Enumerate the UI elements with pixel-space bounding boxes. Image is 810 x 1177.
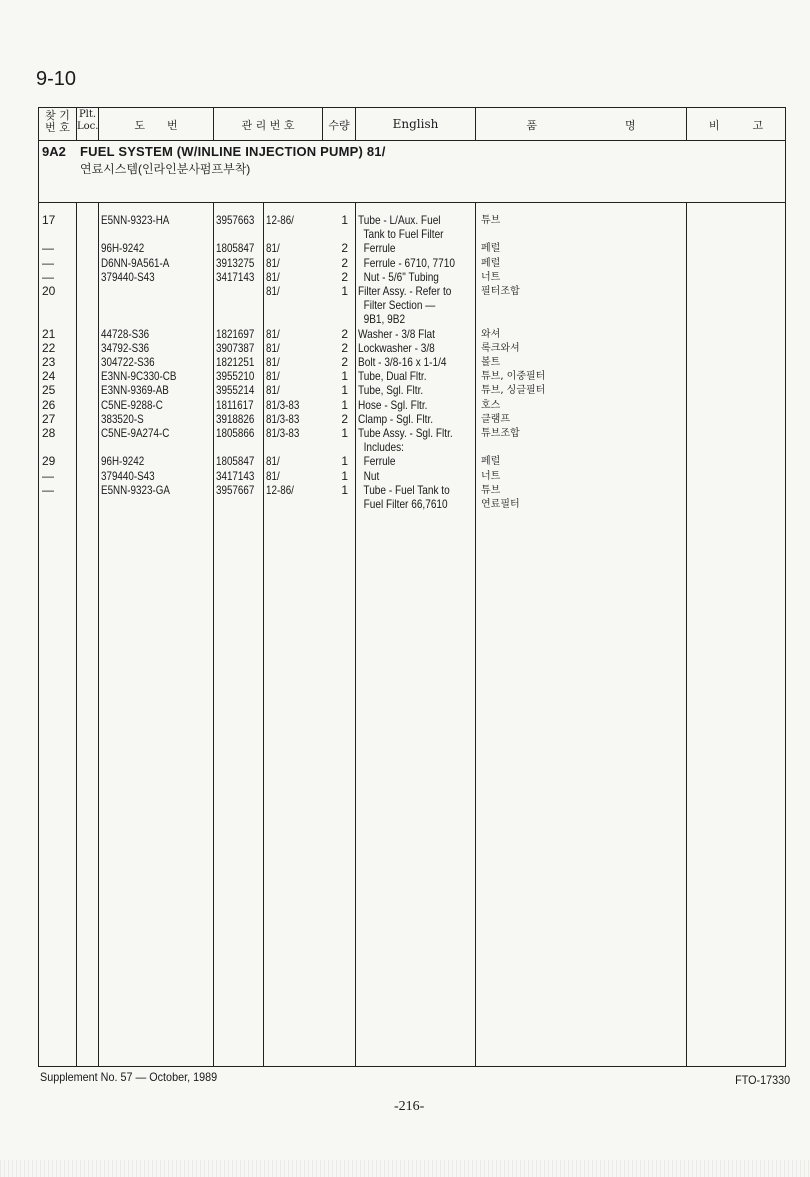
parts-table-frame [38,107,786,1067]
row-management-number: 3417143 [216,468,255,483]
row-date-range: 81/ [266,326,280,341]
row-english-description: Ferrule [358,454,396,469]
row-part-number: D6NN-9A561-A [101,255,170,270]
section-title: FUEL SYSTEM (W/INLINE INJECTION PUMP) 81/ [80,144,386,159]
row-english-description: Tube - L/Aux. Fuel [358,213,441,227]
col-divider [263,202,264,1067]
row-date-range: 81/ [266,269,280,284]
row-management-number: 3957667 [216,482,255,497]
row-management-number: 3417143 [216,269,255,284]
row-date-range: 12-86/ [266,482,294,497]
row-quantity: 2 [341,411,348,426]
row-date-range: 81/ [266,369,280,384]
row-korean-name: 클램프 [481,413,510,425]
row-english-description: Filter Assy. - Refer to [358,284,452,298]
row-ref-no: 21 [42,326,56,341]
row-english-description: Nut - 5/6" Tubing [358,269,439,284]
row-quantity: 1 [341,213,348,227]
row-date-range: 81/3-83 [266,411,300,426]
row-management-number: 3918826 [216,411,255,426]
row-quantity: 1 [341,426,348,440]
row-date-range: 12-86/ [266,213,294,227]
row-quantity: 1 [341,454,348,469]
row-english-description: Fuel Filter 66,7610 [358,497,448,511]
row-date-range: 81/3-83 [266,397,300,412]
row-date-range: 81/ [266,355,280,369]
row-english-description: Tank to Fuel Filter [358,227,444,242]
row-quantity: 2 [341,326,348,341]
row-part-number: E5NN-9323-GA [101,482,170,497]
row-english-description: 9B1, 9B2 [358,312,406,327]
row-management-number: 3955214 [216,383,255,398]
row-english-description: Hose - Sgl. Fltr. [358,397,428,412]
row-part-number: 304722-S36 [101,355,155,369]
header-ref-no: 찾 기 번 호 [45,109,70,134]
row-part-number: 383520-S [101,411,144,426]
scan-artifact [0,1160,810,1177]
row-quantity: 2 [341,241,348,256]
row-date-range: 81/ [266,454,280,469]
section-code: 9A2 [42,144,66,159]
col-divider [213,202,214,1067]
row-management-number: 1821697 [216,326,255,341]
row-part-number: 379440-S43 [101,468,155,483]
row-ref-no: — [42,468,54,483]
col-divider [98,202,99,1067]
row-date-range: 81/3-83 [266,426,300,440]
row-management-number: 1805847 [216,241,255,256]
row-management-number: 1821251 [216,355,255,369]
row-ref-no: — [42,255,54,270]
row-part-number: 96H-9242 [101,454,145,469]
row-ref-no: 22 [42,340,56,355]
col-divider [76,202,77,1067]
row-quantity: 1 [341,383,348,398]
row-quantity: 1 [341,284,348,298]
row-management-number: 1811617 [216,397,254,412]
row-quantity: 2 [341,269,348,284]
row-ref-no: — [42,269,54,284]
header-divider [38,140,786,141]
document-code: FTO-17330 [734,1073,790,1087]
row-management-number: 3957663 [216,213,255,227]
row-ref-no: 24 [42,369,56,384]
row-korean-name: 볼트 [481,357,501,368]
row-date-range: 81/ [266,255,280,270]
row-ref-no: 25 [42,383,56,398]
row-ref-no: 28 [42,426,56,440]
header-management-number: 관 리 번 호 [241,119,295,132]
header-quantity: 수량 [328,119,350,132]
row-quantity: 1 [341,482,348,497]
row-english-description: Tube - Fuel Tank to [358,482,450,497]
row-english-description: Includes: [358,440,404,455]
row-quantity: 2 [341,340,348,355]
header-part-number: 도 번 [134,119,178,132]
row-part-number: E3NN-9C330-CB [101,369,177,384]
row-korean-name: 록크와셔 [481,342,520,354]
row-part-number: 379440-S43 [101,269,155,284]
row-quantity: 1 [341,468,348,483]
row-management-number: 1805866 [216,426,255,440]
row-date-range: 81/ [266,383,280,398]
row-part-number: E5NN-9323-HA [101,213,170,227]
row-ref-no: 20 [42,284,56,298]
row-quantity: 1 [341,369,348,384]
row-korean-name: 튜브 [481,215,501,226]
row-korean-name: 페럴 [481,257,501,269]
row-management-number: 1805847 [216,454,255,469]
row-ref-no: — [42,241,54,256]
row-korean-name: 튜브 연료필터 [481,484,520,510]
supplement-note: Supplement No. 57 — October, 1989 [40,1070,218,1084]
row-english-description: Tube, Dual Fltr. [358,369,427,384]
section-divider [38,202,786,203]
row-ref-no: 26 [42,397,56,412]
col-divider [355,202,356,1067]
row-date-range: 81/ [266,284,280,298]
row-date-range: 81/ [266,340,280,355]
row-part-number: C5NE-9A274-C [101,426,170,440]
row-quantity: 2 [341,355,348,369]
row-ref-no: 29 [42,454,56,469]
row-ref-no: — [42,482,54,497]
header-plate-loc: Plt. Loc. [77,109,99,132]
row-korean-name: 호스 [481,399,501,411]
header-english: English [392,117,439,131]
row-management-number: 3913275 [216,255,255,270]
row-management-number: 3907387 [216,340,255,355]
row-english-description: Ferrule [358,241,396,256]
row-korean-name: 튜브, 이중필터 [481,371,546,383]
page-number-bottom: -216- [394,1099,425,1114]
row-korean-name: 와셔 [481,328,501,340]
row-english-description: Washer - 3/8 Flat [358,326,435,341]
row-korean-name: 튜브, 싱글필터 [481,385,546,397]
row-english-description: Lockwasher - 3/8 [358,340,435,355]
row-ref-no: 17 [42,213,56,227]
header-korean-name: 품 명 [526,119,636,132]
row-korean-name: 페럴 [481,243,501,255]
row-korean-name: 너트 [481,470,501,482]
row-date-range: 81/ [266,468,280,483]
section-subtitle: 연료시스템(인라인분사펌프부착) [80,162,251,176]
row-date-range: 81/ [266,241,280,256]
row-english-description: Tube Assy. - Sgl. Fltr. [358,426,453,440]
row-quantity: 1 [341,397,348,412]
col-divider [475,202,476,1067]
row-english-description: Bolt - 3/8-16 x 1-1/4 [358,355,447,369]
row-english-description: Clamp - Sgl. Fltr. [358,411,434,426]
row-quantity: 2 [341,255,348,270]
row-part-number: 44728-S36 [101,326,150,341]
row-english-description: Filter Section — [358,298,436,313]
row-ref-no: 23 [42,355,56,369]
row-korean-name: 필터조합 [481,286,520,297]
row-part-number: 34792-S36 [101,340,150,355]
page-number-top: 9-10 [36,68,77,90]
row-korean-name: 페럴 [481,456,501,468]
row-ref-no: 27 [42,411,56,426]
row-part-number: C5NE-9288-C [101,397,163,412]
header-remarks: 비 고 [708,119,764,132]
col-divider [686,202,687,1067]
row-korean-name: 너트 [481,271,501,283]
row-part-number: 96H-9242 [101,241,145,256]
row-korean-name: 튜브조합 [481,428,520,439]
row-english-description: Ferrule - 6710, 7710 [358,255,455,270]
row-part-number: E3NN-9369-AB [101,383,169,398]
row-english-description: Nut [358,468,380,483]
row-english-description: Tube, Sgl. Fltr. [358,383,424,398]
row-management-number: 3955210 [216,369,255,384]
